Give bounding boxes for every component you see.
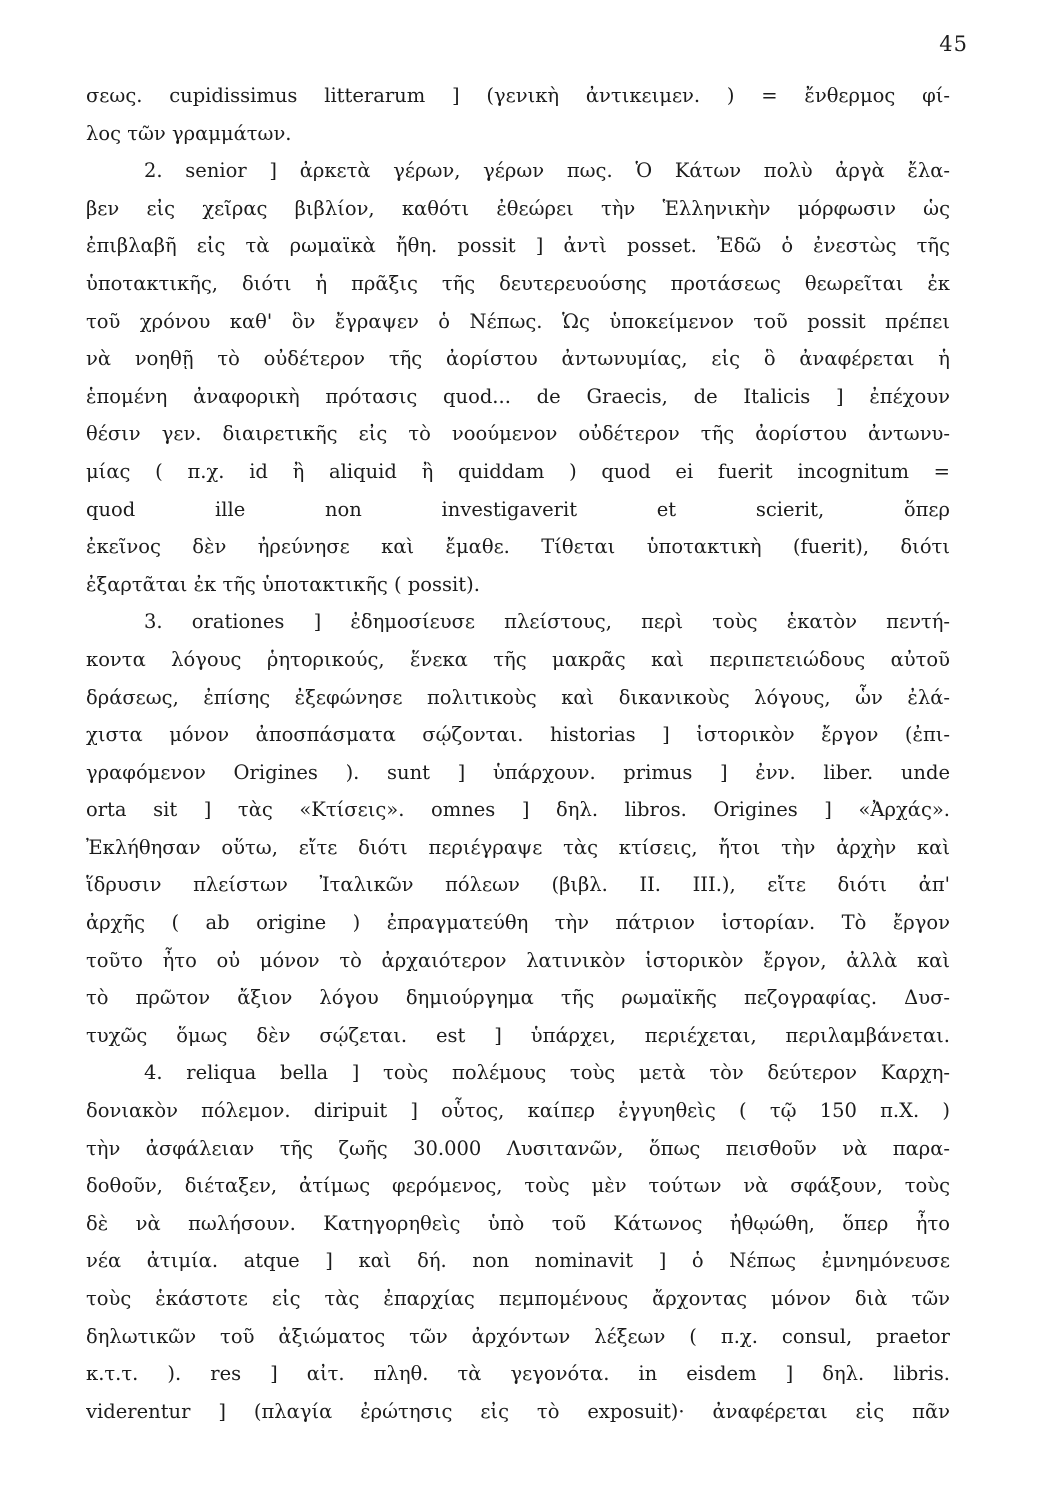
text-line: τὸ πρῶτον ἄξιον λόγου δημιούργημα τῆς ρωμαϊκῆς πεζογραφίας. Δυσ- xyxy=(86,986,950,1010)
text-line: νέα ἀτιμία. atque ] καὶ δή. non nominavit ] ὁ Νέπως ἐμνημόνευσε xyxy=(86,1249,950,1273)
text-line: τοὺς ἑκάστοτε εἰς τὰς ἐπαρχίας πεμπομένους ἄρχοντας μόνον διὰ τῶν xyxy=(86,1287,950,1310)
text-line: βεν εἰς χεῖρας βιβλίον, καθότι ἐθεώρει τὴν Ἑλληνικὴν μόρφωσιν ὡς xyxy=(86,196,950,220)
text-line: 2. senior ] ἀρκετὰ γέρων, γέρων πως. Ὁ Κάτων πολὺ ἀργὰ ἔλα- xyxy=(144,159,950,183)
text-line: δὲ νὰ πωλήσουν. Κατηγορηθεὶς ὑπὸ τοῦ Κάτωνος ἠθῳώθη, ὅπερ ἦτο xyxy=(86,1211,950,1235)
text-line: μίας ( π.χ. id ἢ aliquid ἢ quiddam ) quod ei fuerit incognitum = xyxy=(86,459,950,483)
commentary-text xyxy=(86,77,950,1430)
text-line: σεως. cupidissimus litterarum ] (γενικὴ ἀντικειμεν. ) = ἔνθερμος φί- xyxy=(86,84,950,107)
text-line: 3. orationes ] ἐδημοσίευσε πλείστους, περὶ τοὺς ἑκατὸν πεντή- xyxy=(144,610,950,634)
text-line: γραφόμενον Origines ). sunt ] ὑπάρχουν. primus ] ἐνν. liber. unde xyxy=(86,760,950,784)
text-line: χιστα μόνον ἀποσπάσματα σῴζονται. historias ] ἱστορικὸν ἔργον (ἐπι- xyxy=(86,723,950,747)
text-line: δηλωτικῶν τοῦ ἀξιώματος τῶν ἀρχόντων λέξεων ( π.χ. consul, praetor xyxy=(86,1324,950,1348)
text-line: ἐκεῖνος δὲν ἠρεύνησε καὶ ἔμαθε. Τίθεται ὑποτακτικὴ (fuerit), διότι xyxy=(86,535,950,559)
text-line: ἵδρυσιν πλείστων Ἰταλικῶν πόλεων (βιβλ. II. III.), εἴτε διότι ἀπ' xyxy=(86,873,950,897)
text-line: viderentur ] (πλαγία ἐρώτησις εἰς τὸ exposuit)· ἀναφέρεται εἰς πᾶν xyxy=(86,1399,950,1423)
text-line: τὴν ἀσφάλειαν τῆς ζωῆς 30.000 Λυσιτανῶν, ὅπως πεισθοῦν νὰ παρα- xyxy=(86,1136,950,1160)
text-line: τοῦ χρόνου καθ' ὃν ἔγραψεν ὁ Νέπως. Ὡς ὑποκείμενον τοῦ possit πρέπει xyxy=(86,309,950,333)
text-line: λος τῶν γραμμάτων. xyxy=(86,121,292,145)
text-line: ἐξαρτᾶται ἐκ τῆς ὑποτακτικῆς ( possit). xyxy=(86,572,480,596)
text-line: θέσιν γεν. διαιρετικῆς εἰς τὸ νοούμενον οὐδέτερον τῆς ἀορίστου ἀντωνυ- xyxy=(86,422,950,446)
page-number: 45 xyxy=(939,32,968,56)
text-line: ἐπιβλαβῆ εἰς τὰ ρωμαϊκὰ ἤθη. possit ] ἀντὶ posset. Ἐδῶ ὁ ἐνεστὼς τῆς xyxy=(86,234,950,258)
text-line: δράσεως, ἐπίσης ἐξεφώνησε πολιτικοὺς καὶ δικανικοὺς λόγους, ὧν ἐλά- xyxy=(86,685,950,709)
text-line: Ἐκλήθησαν οὕτω, εἴτε διότι περιέγραψε τὰς κτίσεις, ἤτοι τὴν ἀρχὴν καὶ xyxy=(86,835,950,859)
text-line: νὰ νοηθῇ τὸ οὐδέτερον τῆς ἀορίστου ἀντωνυμίας, εἰς ὃ ἀναφέρεται ἡ xyxy=(86,347,950,371)
text-line: τυχῶς ὅμως δὲν σῴζεται. est ] ὑπάρχει, περιέχεται, περιλαμβάνεται. xyxy=(86,1023,950,1047)
text-line: τοῦτο ἦτο οὐ μόνον τὸ ἀρχαιότερον λατινικὸν ἱστορικὸν ἔργον, ἀλλὰ καὶ xyxy=(86,948,950,972)
text-line: δοθοῦν, διέταξεν, ἀτίμως φερόμενος, τοὺς μὲν τούτων νὰ σφάξουν, τοὺς xyxy=(86,1174,950,1198)
text-line: quod ille non investigaverit et scierit, ὅπερ xyxy=(86,497,950,521)
text-line: ἑπομένη ἀναφορικὴ πρότασις quod... de Graecis, de Italicis ] ἐπέχουν xyxy=(86,384,950,408)
text-line: ὑποτακτικῆς, διότι ἡ πρᾶξις τῆς δευτερευούσης προτάσεως θεωρεῖται ἐκ xyxy=(86,271,950,295)
text-line: orta sit ] τὰς «Κτίσεις». omnes ] δηλ. libros. Origines ] «Ἀρχάς». xyxy=(86,798,950,822)
text-line: ἀρχῆς ( ab origine ) ἐπραγματεύθη τὴν πάτριον ἱστορίαν. Τὸ ἔργον xyxy=(86,911,950,935)
text-line: δονιακὸν πόλεμον. diripuit ] οὗτος, καίπερ ἐγγυηθεὶς ( τῷ 150 π.Χ. ) xyxy=(86,1099,950,1123)
text-line: κοντα λόγους ῥητορικούς, ἕνεκα τῆς μακρᾶς καὶ περιπετειώδους αὐτοῦ xyxy=(86,647,950,671)
text-line: κ.τ.τ. ). res ] αἰτ. πληθ. τὰ γεγονότα. in eisdem ] δηλ. libris. xyxy=(86,1362,950,1386)
text-line: 4. reliqua bella ] τοὺς πολέμους τοὺς μετὰ τὸν δεύτερον Καρχη- xyxy=(144,1061,950,1085)
